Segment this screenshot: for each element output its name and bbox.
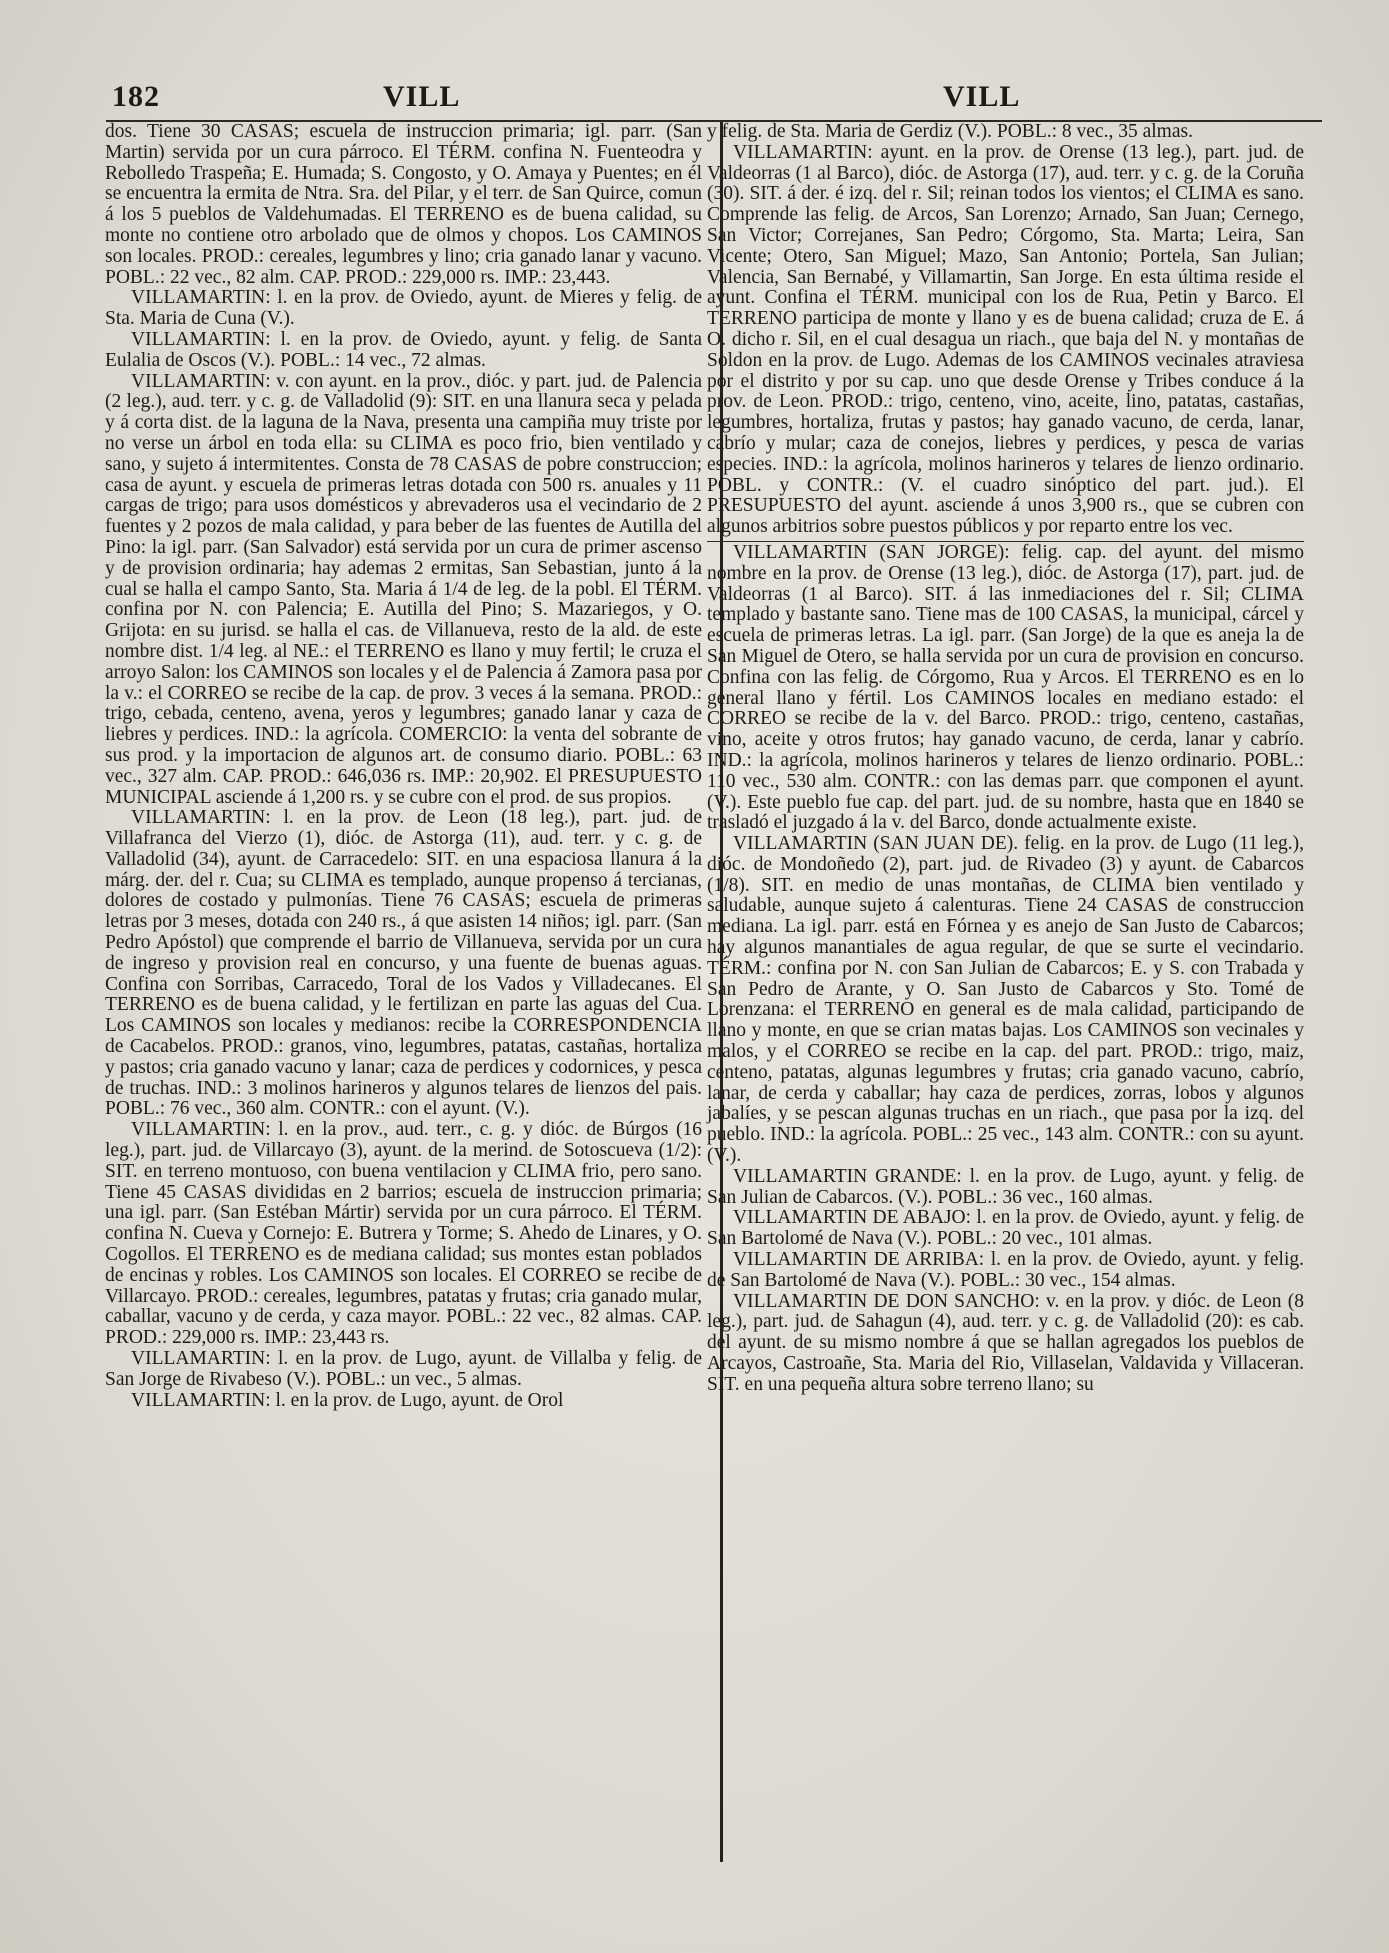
entry-paragraph: VILLAMARTIN: l. en la prov. de Oviedo, ayunt. y felig. de Santa Eulalia de Oscos (V.). POBL.: 14 vec., 72 almas. [105,328,702,371]
entry-paragraph: VILLAMARTIN: l. en la prov. de Oviedo, ayunt. de Mieres y felig. de Sta. Maria de Cuna (V.). [105,287,702,330]
entry-paragraph: VILLAMARTIN (SAN JORGE): felig. cap. del ayunt. del mismo nombre en la prov. de Orense (13 leg.), dióc. de Astorga (17), part. jud. de Valdeorras (1 al Barco). SIT. á las inmediaciones del r. Sil; CLIMA templado y bastante sano. Tiene mas de 100 CASAS, la municipal, cárcel y escuela de primeras letras. La igl. parr. (San Jorge) de la que es aneja la de San Miguel de Otero, se halla servida por un cura de provision en concurso. Confina con las felig. de Córgomo, Rua y Arcos. El TERRENO es en lo general llano y fértil. Los CAMINOS locales en mediano estado: el CORREO se recibe de la v. del Barco. PROD.: trigo, centeno, castañas, vino, aceite y otros frutos; hay ganado vacuno, de cerda, lanar y cabrío. IND.: la agrícola, molinos harineros y telares de lienzo ordinario. POBL.: 110 vec., 530 alm. CONTR.: con las demas parr. que componen el ayunt. (V.). Este pueblo fue cap. del part. jud. de su nombre, hasta que en 1840 se trasladó el juzgado á la v. del Barco, donde actualmente existe. [707,541,1304,834]
entry-paragraph: VILLAMARTIN DE ARRIBA: l. en la prov. de Oviedo, ayunt. y felig. de San Bartolomé de Nava (V.). POBL.: 30 vec., 154 almas. [707,1249,1304,1291]
entry-paragraph: VILLAMARTIN: l. en la prov. de Lugo, ayunt. de Orol [131,1389,564,1411]
left-column [105,122,702,1411]
entry-paragraph: VILLAMARTIN DE ABAJO: l. en la prov. de Oviedo, ayunt. y felig. de San Bartolomé de Nava (V.). POBL.: 20 vec., 101 almas. [707,1207,1304,1250]
entry-paragraph: VILLAMARTIN (SAN JUAN DE). felig. en la prov. de Lugo (11 leg.), dióc. de Mondoñedo (2), part. jud. de Rivadeo (3) y ayunt. de Cabarcos (1/8). SIT. en medio de unas montañas, de CLIMA bien ventilado y saludable, aunque sujeto á calenturas. Tiene 24 CASAS de construccion mediana. La igl. parr. está en Fórnea y es anejo de San Justo de Cabarcos; hay algunos manantiales de agua regular, de que se surte el vecindario. TÉRM.: confina por N. con San Julian de Cabarcos; E. y S. con Trabada y San Pedro de Arante, y O. San Justo de Cabarcos y Sto. Tomé de Lorenzana: el TERRENO en general es de mala calidad, participando de llano y monte, en que se crian matas bajas. Los CAMINOS son vecinales y malos, y el CORREO se recibe en la cap. del part. PROD.: trigo, maiz, centeno, patatas, algunas legumbres y frutas; cria ganado vacuno, cabrío, lanar, de cerda y caballar; hay caza de perdices, zorras, lobos y algunos jabalíes, y se pescan algunas truchas en un riach., que pasa por la izq. del pueblo. IND.: la agrícola. POBL.: 25 vec., 143 alm. CONTR.: con su ayunt. (V.). [707,833,1304,1167]
entry-paragraph: VILLAMARTIN: l. en la prov. de Leon (18 leg.), part. jud. de Villafranca del Vierzo (1), dióc. de Astorga (11), aud. terr. y c. g. de Valladolid (34), ayunt. de Carracedelo: SIT. en una espaciosa llanura á la márg. der. del r. Cua; su CLIMA es templado, aunque propenso á tercianas, dolores de costado y pulmonías. Tiene 76 CASAS; escuela de primeras letras por 3 meses, dotada con 240 rs., á que asisten 14 niños; igl. parr. (San Pedro Apóstol) que comprende el barrio de Villanueva, servida por un cura de ingreso y provision real en concurso, y una fuente de buenas aguas. Confina con Sorribas, Carracedo, Toral de los Vados y Villadecanes. El TERRENO es de buena calidad, y le fertilizan en parte las aguas del Cua. Los CAMINOS son locales y medianos: recibe la CORRESPONDENCIA de Cacabelos. PROD.: granos, vino, legumbres, patatas, castañas, hortaliza y pastos; cria ganado vacuno y lanar; caza de perdices y codornices, y pesca de truchas. IND.: 3 molinos harineros y algunos telares de lienzos del pais. POBL.: 76 vec., 360 alm. CONTR.: con el ayunt. (V.). [105,807,702,1120]
right-column [707,122,1304,1396]
entry-paragraph: VILLAMARTIN: l. en la prov., aud. terr., c. g. y dióc. de Búrgos (16 leg.), part. jud. de Villarcayo (3), ayunt. de la merind. de Sotoscueva (1/2): SIT. en terreno montuoso, con buena ventilacion y CLIMA frio, pero sano. Tiene 45 CASAS divididas en 2 barrios; escuela de instruccion primaria; una igl. parr. (San Estéban Mártir) servida por un cura párroco. El TÉRM. confina N. Cueva y Cornejo: E. Butrera y Torme; S. Ahedo de Linares, y O. Cogollos. El TERRENO es de mediana calidad; sus montes estan poblados de encinas y robles. Los CAMINOS son locales. El CORREO se recibe de Villarcayo. PROD.: cereales, legumbres, patatas y frutas; cria ganado mular, caballar, vacuno y de cerda, y caza mayor. POBL.: 22 vec., 82 almas. CAP. PROD.: 229,000 rs. IMP.: 23,443 rs. [105,1119,702,1349]
running-head-left: VILL [383,80,461,113]
entry-paragraph: VILLAMARTIN DE DON SANCHO: v. en la prov. y dióc. de Leon (8 leg.), part. jud. de Sahagun (4), aud. terr. y c. g. de Valladolid (20): es cab. del ayunt. de su mismo nombre á que se hallan agregados los pueblos de Arcayos, Castroañe, Sta. Maria del Rio, Villaselan, Valdavida y Villaceran. SIT. en una pequeña altura sobre terreno llano; su [707,1290,1304,1395]
entry-paragraph: dos. Tiene 30 CASAS; escuela de instruccion primaria; igl. parr. (San Martin) servida por un cura párroco. El TÉRM. confina N. Fuenteodra y Rebolledo Traspeña; E. Humada; S. Congosto, y O. Amaya y Puentes; en él se encuentra la ermita de Ntra. Sra. del Pilar, y el terr. de San Quirce, comun á los 5 pueblos de Valdehumadas. El TERRENO es de buena calidad, su monte no contiene otro arbolado que de olmos y chopos. Los CAMINOS son locales. PROD.: cereales, legumbres y lino; cria ganado lanar y vacuno. POBL.: 22 vec., 82 alm. CAP. PROD.: 229,000 rs. IMP.: 23,443. [105,121,702,288]
entry-paragraph: VILLAMARTIN: v. con ayunt. en la prov., dióc. y part. jud. de Palencia (2 leg.), aud. terr. y c. g. de Valladolid (9): SIT. en una llanura seca y pelada y á corta dist. de la laguna de la Nava, presenta una campiña muy triste por no verse un árbol en toda ella: su CLIMA es poco frio, bien ventilado y sano, y sujeto á intermitentes. Consta de 78 CASAS de pobre construccion; casa de ayunt. y escuela de primeras letras dotada con 500 rs. anuales y 11 cargas de trigo; para usos domésticos y abrevaderos usa el vecindario de 2 fuentes y 2 pozos de mala calidad, y para beber de las fuentes de Autilla del Pino: la igl. parr. (San Salvador) está servida por un cura de primer ascenso y de provision ordinaria; hay ademas 2 ermitas, San Sebastian, junto á la cual se halla el campo Santo, Sta. Maria á 1/4 de leg. de la pobl. El TÉRM. confina por N. con Palencia; E. Autilla del Pino; S. Mazariegos, y O. Grijota: en su jurisd. se halla el cas. de Villanueva, resto de la ald. de este nombre dist. 1/4 leg. al NE.: el TERRENO es llano y muy fertil; le cruza el arroyo Salon: los CAMINOS son locales y el de Palencia á Zamora pasa por la v.: el CORREO se recibe de la cap. de prov. 3 veces á la semana. PROD.: trigo, cebada, centeno, avena, yeros y legumbres; ganado lanar y caza de liebres y perdices. IND.: la agrícola. COMERCIO: la venta del sobrante de sus prod. y la importacion de algunos art. de consumo diario. POBL.: 63 vec., 327 alm. CAP. PROD.: 646,036 rs. IMP.: 20,902. El PRESUPUESTO MUNICIPAL asciende á 1,200 rs. y se cubre con el prod. de sus propios. [105,370,702,808]
entry-paragraph: VILLAMARTIN GRANDE: l. en la prov. de Lugo, ayunt. y felig. de San Julian de Cabarcos. (V.). POBL.: 36 vec., 160 almas. [707,1165,1304,1208]
running-head-right: VILL [943,80,1021,113]
entry-paragraph: VILLAMARTIN: ayunt. en la prov. de Orense (13 leg.), part. jud. de Valdeorras (1 al Barco), dióc. de Astorga (17), aud. terr. y c. g. de la Coruña (30). SIT. á der. é izq. del r. Sil; reinan todos los vientos; el CLIMA es sano. Comprende las felig. de Arcos, San Lorenzo; Arnado, San Juan; Cernego, San Victor; Correjanes, San Pedro; Córgomo, Sta. Marta; Leira, San Vicente; Otero, San Miguel; Mazo, San Antonio; Portela, San Julian; Valencia, San Bernabé, y Villamartin, San Jorge. En esta última reside el ayunt. Confina el TÉRM. municipal con los de Rua, Petin y Barco. El TERRENO participa de monte y llano y es de buena calidad; cruza de E. á O. dicho r. Sil, en el cual desagua un riach., que baja del N. y montañas de Soldon en la prov. de Lugo. Ademas de los CAMINOS vecinales atraviesa por el distrito y por su cap. uno que desde Orense y Tribes conduce á la prov. de Leon. PROD.: trigo, centeno, vino, aceite, lino, patatas, castañas, legumbres, hortaliza, frutas y pastos; hay ganado vacuno, de cerda, lanar, cabrío y mular; caza de conejos, liebres y perdices, y pesca de varias especies. IND.: la agrícola, molinos harineros y telares de lienzo ordinario. POBL. y CONTR.: (V. el cuadro sinóptico del part. jud.). El PRESUPUESTO del ayunt. asciende á unos 3,900 rs., que se cubren con algunos arbitrios sobre puestos públicos y por reparto entre los vec. [707,141,1304,538]
entry-paragraph: y felig. de Sta. Maria de Gerdiz (V.). POBL.: 8 vec., 35 almas. [707,121,1193,142]
entry-paragraph: VILLAMARTIN: l. en la prov. de Lugo, ayunt. de Villalba y felig. de San Jorge de Rivabeso (V.). POBL.: un vec., 5 almas. [105,1348,702,1390]
page-number: 182 [112,80,160,113]
